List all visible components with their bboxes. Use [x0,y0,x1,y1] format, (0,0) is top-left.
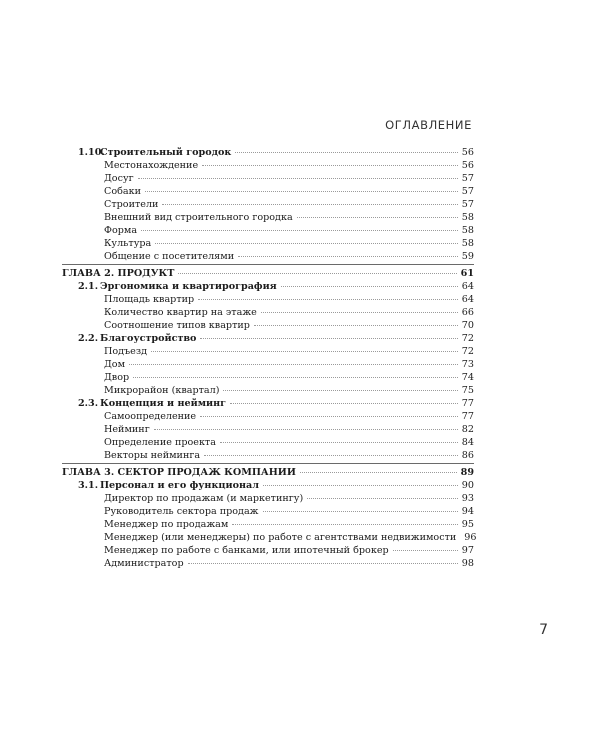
toc-entry-title [62,423,152,436]
toc-entry-text: Персонал и его функционал [100,480,259,491]
toc-chapter[interactable] [62,466,474,479]
dot-leader [145,191,458,192]
dot-leader [263,485,458,486]
toc-entry-text: Местонахождение [104,160,199,171]
dot-leader [230,403,458,404]
toc-page-number: 70 [461,320,474,331]
toc-page-number: 93 [461,493,474,504]
toc-entry-text: Количество квартир на этаже [104,307,257,318]
toc-page-number: 77 [461,411,474,422]
toc-entry-text: Строительный городок [100,147,232,158]
toc-subsection[interactable] [62,198,474,211]
dot-leader [307,498,458,499]
toc-page-number: 58 [461,225,474,236]
toc-entry-text: Менеджер по продажам [104,519,229,530]
toc-section-number: 3.1. [78,480,99,491]
toc-section-number: 2.2. [78,333,99,344]
toc-entry-text: Общение с посетителями [104,251,235,262]
dot-leader [133,377,458,378]
toc-entry-title [62,172,136,185]
toc-page-number: 58 [461,212,474,223]
dot-leader [202,165,458,166]
toc-page-number: 61 [460,268,474,279]
dot-leader [178,273,456,274]
toc-subsection[interactable] [62,531,477,544]
table-of-contents [62,146,477,570]
toc-entry-text: ГЛАВА 2. ПРОДУКТ [62,268,175,279]
dot-leader [200,338,457,339]
dot-leader [393,550,458,551]
toc-page-number: 95 [461,519,474,530]
toc-entry-title [62,518,230,531]
dot-leader [300,472,457,473]
toc-subsection[interactable] [62,358,474,371]
toc-entry-title [62,211,295,224]
toc-entry-text: Самоопределение [104,411,197,422]
dot-leader [151,351,458,352]
dot-leader [223,390,457,391]
toc-page-number: 73 [461,359,474,370]
dot-leader [232,524,457,525]
toc-page-number: 82 [461,424,474,435]
running-head: ОГЛАВЛЕНИЕ [385,118,472,132]
toc-entry-title [62,146,233,159]
toc-entry-text: Дом [104,359,126,370]
toc-section-number: 2.3. [78,398,99,409]
toc-entry-text: ГЛАВА 3. СЕКТОР ПРОДАЖ КОМПАНИИ [62,467,296,478]
toc-subsection[interactable] [62,505,474,518]
dot-leader [261,312,458,313]
dot-leader [200,416,458,417]
toc-page-number: 66 [461,307,474,318]
toc-section[interactable] [62,280,474,293]
dot-leader [154,429,458,430]
toc-page-number: 90 [461,480,474,491]
dot-leader [198,299,458,300]
toc-entry-title [62,410,198,423]
toc-subsection[interactable] [62,293,474,306]
toc-entry-text: Микрорайон (квартал) [104,385,220,396]
toc-entry-title [62,449,202,462]
toc-page-number: 97 [461,545,474,556]
toc-subsection[interactable] [62,557,474,570]
toc-entry-text: Директор по продажам (и маркетингу) [104,493,304,504]
dot-leader [162,204,457,205]
toc-entry-title [62,224,139,237]
toc-subsection[interactable] [62,211,474,224]
toc-page-number: 56 [461,160,474,171]
toc-subsection[interactable] [62,185,474,198]
toc-entry-title [62,293,196,306]
dot-leader [235,152,457,153]
page-number: 7 [539,622,548,638]
toc-page-number: 64 [461,294,474,305]
toc-entry-text: Подъезд [104,346,147,357]
dot-leader [281,286,458,287]
toc-entry-text: Досуг [104,173,134,184]
toc-entry-title [62,332,198,345]
toc-subsection[interactable] [62,544,474,557]
toc-subsection[interactable] [62,449,474,462]
toc-entry-text: Менеджер (или менеджеры) по работе с агентствами недвижимости [104,532,457,543]
toc-subsection[interactable] [62,371,474,384]
toc-entry-text: Форма [104,225,138,236]
toc-section[interactable] [62,397,474,410]
toc-entry-title [62,280,279,293]
toc-entry-text: Нейминг [104,424,150,435]
chapter-divider [62,264,474,265]
toc-entry-title [62,466,298,479]
toc-entry-text: Концепция и нейминг [100,398,227,409]
toc-subsection[interactable] [62,306,474,319]
toc-entry-text: Векторы нейминга [104,450,201,461]
toc-entry-title [62,345,149,358]
toc-entry-title [62,479,261,492]
toc-entry-title [62,492,305,505]
toc-entry-title [62,544,391,557]
toc-subsection[interactable] [62,224,474,237]
toc-entry-title [62,185,143,198]
toc-entry-text: Культура [104,238,152,249]
toc-entry-title [62,306,259,319]
toc-entry-text: Руководитель сектора продаж [104,506,259,517]
toc-page-number: 57 [461,199,474,210]
toc-entry-title [62,319,252,332]
toc-subsection[interactable] [62,410,474,423]
toc-subsection[interactable] [62,250,474,263]
toc-page-number: 72 [461,346,474,357]
dot-leader [129,364,458,365]
toc-page-number: 75 [461,385,474,396]
toc-page-number: 64 [461,281,474,292]
chapter-divider [62,463,474,464]
toc-entry-title [62,436,218,449]
toc-entry-text: Площадь квартир [104,294,195,305]
toc-page-number: 89 [460,467,474,478]
toc-page-number: 58 [461,238,474,249]
toc-entry-title [62,384,221,397]
toc-page-number: 77 [461,398,474,409]
toc-entry-text: Строители [104,199,159,210]
toc-subsection[interactable] [62,518,474,531]
dot-leader [254,325,458,326]
toc-page-number: 57 [461,186,474,197]
toc-subsection[interactable] [62,172,474,185]
toc-entry-title [62,531,458,544]
toc-entry-title [62,397,228,410]
toc-entry-text: Двор [104,372,130,383]
toc-entry-title [62,505,261,518]
toc-entry-title [62,250,236,263]
toc-subsection[interactable] [62,237,474,250]
toc-entry-title [62,371,131,384]
toc-section[interactable] [62,146,474,159]
toc-page-number: 56 [461,147,474,158]
toc-chapter[interactable] [62,267,474,280]
toc-page-number: 98 [461,558,474,569]
toc-entry-text: Собаки [104,186,142,197]
toc-section[interactable] [62,479,474,492]
toc-section[interactable] [62,332,474,345]
toc-entry-text: Соотношение типов квартир [104,320,250,331]
toc-page-number: 57 [461,173,474,184]
toc-entry-text: Благоустройство [100,333,197,344]
toc-page-number: 72 [461,333,474,344]
toc-section-number: 2.1. [78,281,99,292]
dot-leader [263,511,458,512]
toc-entry-title [62,237,153,250]
toc-page-number: 94 [461,506,474,517]
toc-subsection[interactable] [62,345,474,358]
toc-entry-title [62,198,160,211]
dot-leader [297,217,458,218]
toc-subsection[interactable] [62,423,474,436]
dot-leader [141,230,458,231]
dot-leader [155,243,458,244]
toc-entry-title [62,159,200,172]
toc-entry-title [62,358,127,371]
toc-page-number: 74 [461,372,474,383]
toc-subsection[interactable] [62,492,474,505]
toc-page-number: 96 [464,532,477,543]
dot-leader [138,178,458,179]
toc-page-number: 86 [461,450,474,461]
dot-leader [204,455,458,456]
toc-entry-text: Внешний вид строительного городка [104,212,293,223]
toc-subsection[interactable] [62,436,474,449]
toc-entry-text: Определение проекта [104,437,216,448]
toc-entry-title [62,267,176,280]
toc-subsection[interactable] [62,384,474,397]
toc-section-number: 1.10. [78,147,105,158]
toc-subsection[interactable] [62,319,474,332]
toc-page-number: 84 [461,437,474,448]
toc-entry-text: Эргономика и квартирография [100,281,277,292]
dot-leader [220,442,458,443]
dot-leader [238,256,458,257]
toc-entry-text: Менеджер по работе с банками, или ипотечный брокер [104,545,389,556]
toc-page-number: 59 [461,251,474,262]
dot-leader [188,563,458,564]
toc-subsection[interactable] [62,159,474,172]
toc-entry-title [62,557,186,570]
toc-entry-text: Администратор [104,558,184,569]
